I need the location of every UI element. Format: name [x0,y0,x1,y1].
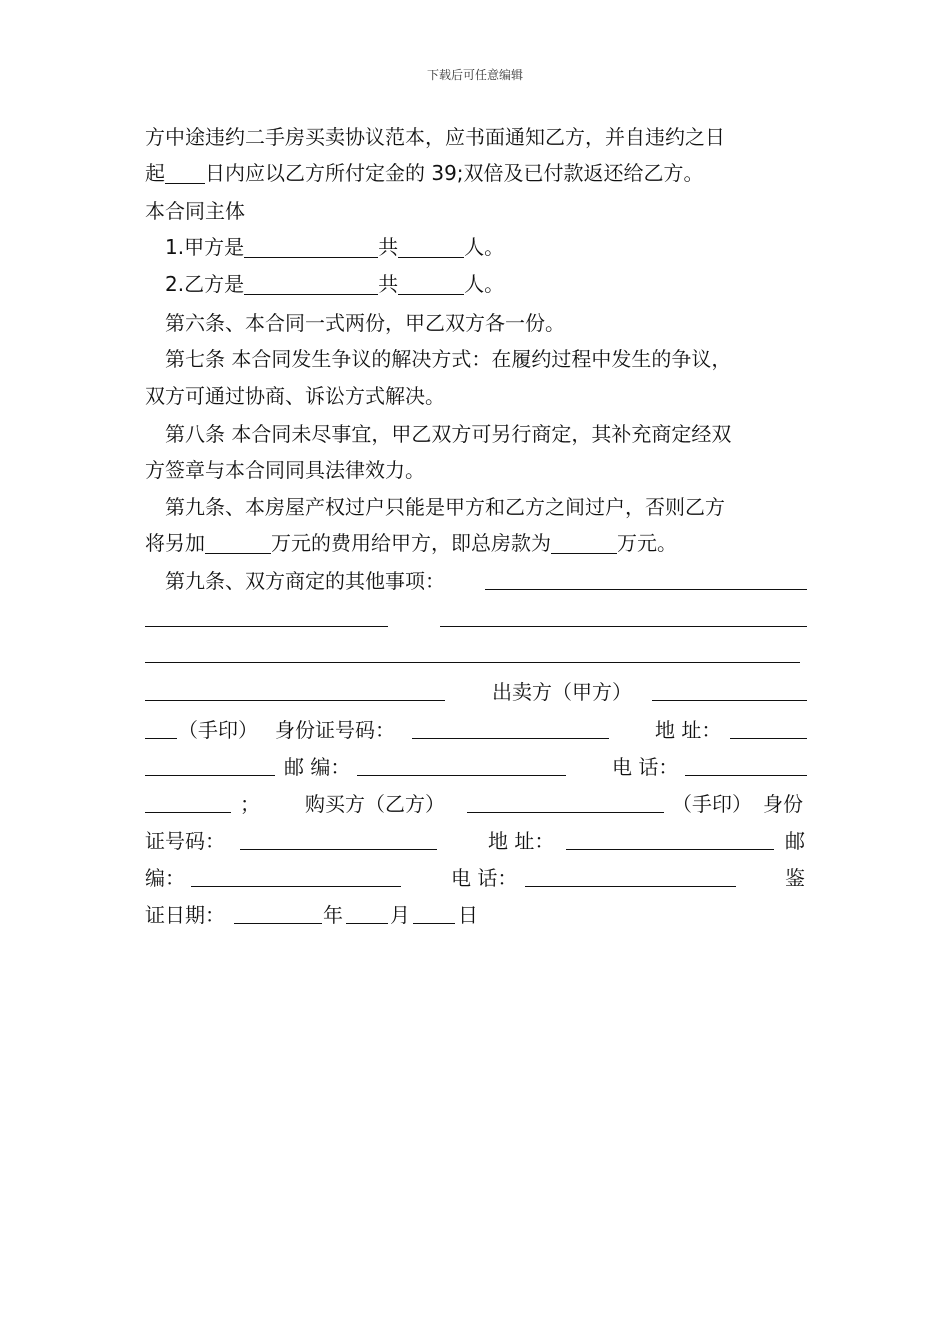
fill-blank [467,811,664,813]
paragraph-line: 第六条、本合同一式两份，甲乙双方各一份。 [165,311,565,335]
fill-blank [685,774,807,776]
fill-blank [551,531,617,554]
text: 人。 [464,235,505,259]
day-label: 日 [458,903,478,927]
fill-blank [240,848,437,850]
paragraph-line: 第九条、本房屋产权过户只能是甲方和乙方之间过户，否则乙方 [165,495,725,519]
paragraph-line [165,563,807,599]
fill-blank [346,922,388,924]
id-number-label: 身份 [763,792,803,816]
fill-blank [205,531,271,554]
fill-blank [244,235,378,258]
zip-label: 邮 [785,829,805,853]
party-b-line [165,266,807,302]
fill-blank [652,699,807,701]
fill-blank [234,922,322,924]
paragraph-line: 第七条 本合同发生争议的解决方式：在履约过程中发生的争议， [165,347,732,371]
seller-label: 出卖方（甲方） [492,680,632,704]
zip-label: 编： [145,866,185,890]
handprint-label: （手印） [178,718,258,742]
fill-blank [525,885,736,887]
text: 共 [378,235,399,259]
fill-blank [398,272,464,295]
text: 万元。 [617,531,677,555]
fill-blank [413,922,455,924]
fill-blank [145,737,177,739]
paragraph-line: 第八条 本合同未尽事宜，甲乙双方可另行商定，其补充商定经双 [165,422,732,446]
handprint-label: （手印） [672,792,752,816]
zip-label: 邮 编： [284,755,351,779]
address-label: 地 址： [655,718,722,742]
text: 第九条、双方商定的其他事项： [165,569,445,593]
fill-blank [191,885,401,887]
section-heading: 本合同主体 [145,199,245,223]
page-header: 下载后可任意编辑 [426,68,523,82]
paragraph-line [145,525,807,561]
year-label: 年 [323,903,343,927]
month-label: 月 [390,903,410,927]
id-number-label: 证号码： [145,829,225,853]
fill-blank [412,737,609,739]
fill-blank [145,774,275,776]
fill-blank [145,625,388,627]
semicolon: ； [240,792,260,816]
id-number-label: 身份证号码： [275,718,395,742]
fill-blank [485,588,807,590]
fill-blank [145,661,800,663]
fill-blank [440,625,807,627]
paragraph-line: 双方可通过协商、诉讼方式解决。 [145,384,445,408]
fill-blank [145,699,445,701]
fill-blank [357,774,566,776]
text: 人。 [464,272,505,296]
text: 2.乙方是 [165,272,245,296]
verify-date-label: 证日期： [145,903,225,927]
text: 共 [378,272,399,296]
paragraph-line: 方签章与本合同同具法律效力。 [145,458,425,482]
party-a-line [165,229,807,265]
paragraph-line: 方中途违约二手房买卖协议范本，应书面通知乙方，并自违约之日 [145,125,725,149]
phone-label: 电 话： [451,866,518,890]
address-label: 地 址： [488,829,555,853]
text: 起 [145,161,165,185]
text: 日内应以乙方所付定金的 39;双倍及已付款返还给乙方。 [205,161,704,185]
fill-blank [730,737,807,739]
phone-label: 电 话： [612,755,679,779]
fill-blank [145,811,231,813]
fill-blank [398,235,464,258]
text: 1.甲方是 [165,235,245,259]
fill-blank [165,161,205,184]
verify-date-label: 鉴 [785,866,805,890]
paragraph-line [145,155,807,191]
text: 万元的费用给甲方，即总房款为 [271,531,551,555]
text: 将另加 [145,531,205,555]
buyer-label: 购买方（乙方） [305,792,445,816]
fill-blank [244,272,378,295]
fill-blank [566,848,774,850]
